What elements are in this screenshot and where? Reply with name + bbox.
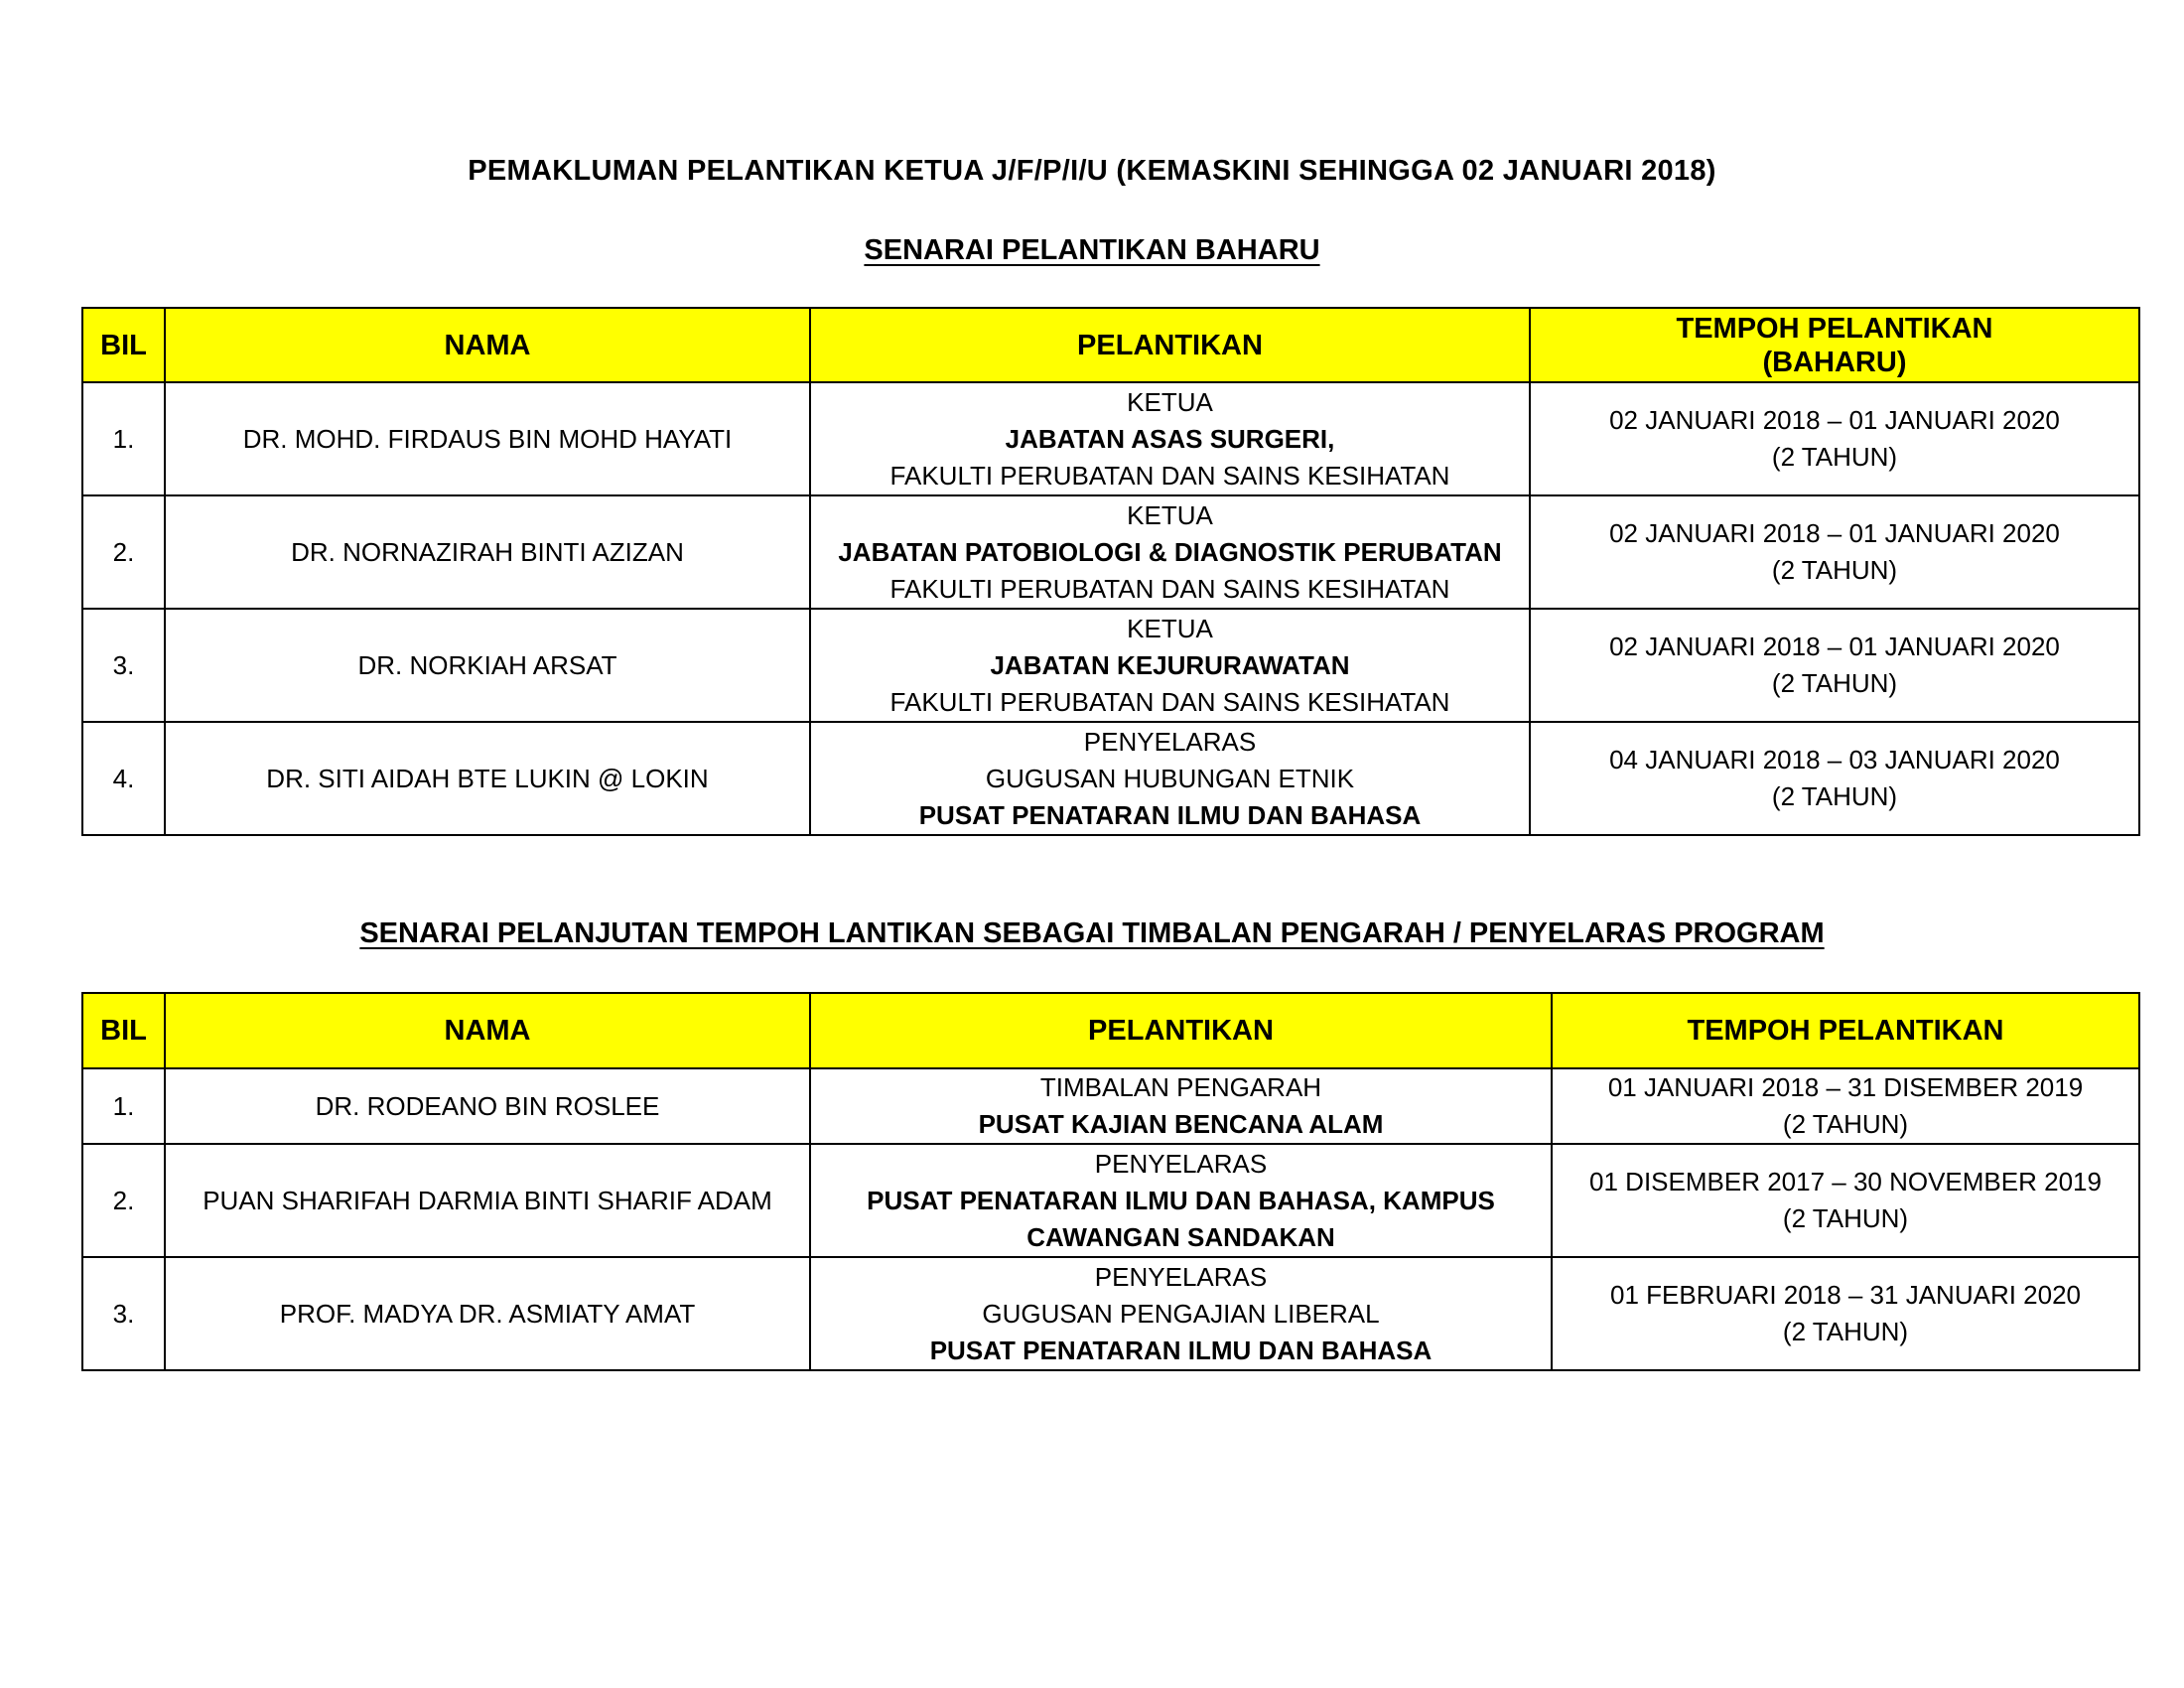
header-tempoh: TEMPOH PELANTIKAN [1552,993,2139,1068]
pelantikan-pusat: PUSAT PENATARAN ILMU DAN BAHASA, KAMPUS [867,1185,1495,1215]
cell-tempoh [1530,722,2139,835]
table-header-row [82,308,2139,382]
header-tempoh-line1: TEMPOH PELANTIKAN [1676,312,1993,345]
tempoh-tarikh: 01 JANUARI 2018 – 31 DISEMBER 2019 [1607,1072,2084,1102]
header-tempoh-line2: (BAHARU) [1762,346,1907,378]
pelantikan-unit: JABATAN KEJURURAWATAN [990,649,1350,680]
cell-bil: 2. [82,1144,165,1257]
tempoh-durasi: (2 TAHUN) [1771,781,1898,811]
header-tempoh [1530,308,2139,382]
pelantikan-pusat: PUSAT PENATARAN ILMU DAN BAHASA [918,799,1422,830]
pelantikan-unit: JABATAN ASAS SURGERI, [1005,423,1335,454]
section1-heading: SENARAI PELANTIKAN BAHARU [864,234,1320,266]
table-row [82,382,2139,495]
section2-heading: SENARAI PELANJUTAN TEMPOH LANTIKAN SEBAGAI TIMBALAN PENGARAH / PENYELARAS PROGRAM [359,917,1825,949]
pelantikan-unit: GUGUSAN PENGAJIAN LIBERAL [982,1298,1380,1329]
cell-pelantikan [810,722,1530,835]
pelantikan-jawatan: KETUA [1127,386,1213,417]
cell-nama: DR. NORKIAH ARSAT [165,609,810,722]
cell-nama: DR. SITI AIDAH BTE LUKIN @ LOKIN [165,722,810,835]
cell-bil: 3. [82,1257,165,1370]
cell-tempoh [1530,495,2139,609]
header-bil: BIL [82,308,165,382]
pelantikan-jawatan: PENYELARAS [1094,1261,1268,1292]
pelantikan-jawatan: PENYELARAS [1094,1148,1268,1179]
pelantikan-unit: JABATAN PATOBIOLOGI & DIAGNOSTIK PERUBATAN [838,536,1502,567]
table-row [82,495,2139,609]
extension-table [81,992,2140,1371]
tempoh-durasi: (2 TAHUN) [1782,1203,1909,1233]
cell-nama: PROF. MADYA DR. ASMIATY AMAT [165,1257,810,1370]
cell-tempoh [1530,382,2139,495]
tempoh-durasi: (2 TAHUN) [1771,555,1898,585]
pelantikan-fakulti: FAKULTI PERUBATAN DAN SAINS KESIHATAN [889,573,1450,604]
header-nama: NAMA [165,308,810,382]
cell-tempoh [1552,1257,2139,1370]
header-nama: NAMA [165,993,810,1068]
cell-tempoh [1552,1144,2139,1257]
cell-nama: DR. NORNAZIRAH BINTI AZIZAN [165,495,810,609]
cell-pelantikan [810,382,1530,495]
cell-bil: 1. [82,1068,165,1144]
pelantikan-jawatan: KETUA [1127,499,1213,530]
tempoh-tarikh: 01 DISEMBER 2017 – 30 NOVEMBER 2019 [1589,1167,2102,1196]
cell-pelantikan [810,495,1530,609]
cell-pelantikan [810,1068,1552,1144]
pelantikan-kampus: CAWANGAN SANDAKAN [1026,1221,1335,1252]
tempoh-durasi: (2 TAHUN) [1782,1317,1909,1346]
pelantikan-unit: GUGUSAN HUBUNGAN ETNIK [985,763,1355,793]
cell-bil: 1. [82,382,165,495]
tempoh-tarikh: 02 JANUARI 2018 – 01 JANUARI 2020 [1609,518,2060,548]
tempoh-tarikh: 02 JANUARI 2018 – 01 JANUARI 2020 [1609,405,2060,435]
cell-tempoh [1530,609,2139,722]
cell-pelantikan [810,609,1530,722]
table-header-row [82,993,2139,1068]
cell-nama: DR. MOHD. FIRDAUS BIN MOHD HAYATI [165,382,810,495]
header-pelantikan: PELANTIKAN [810,993,1552,1068]
header-bil: BIL [82,993,165,1068]
cell-tempoh [1552,1068,2139,1144]
document-title: PEMAKLUMAN PELANTIKAN KETUA J/F/P/I/U (KEMASKINI SEHINGGA 02 JANUARI 2018) [468,155,1716,187]
tempoh-tarikh: 02 JANUARI 2018 – 01 JANUARI 2020 [1609,632,2060,661]
tempoh-tarikh: 04 JANUARI 2018 – 03 JANUARI 2020 [1609,745,2060,774]
table-row [82,1068,2139,1144]
table-row [82,1257,2139,1370]
new-appointments-table [81,307,2140,836]
cell-bil: 2. [82,495,165,609]
cell-pelantikan [810,1257,1552,1370]
pelantikan-pusat: PUSAT PENATARAN ILMU DAN BAHASA [929,1335,1433,1365]
table-row [82,722,2139,835]
tempoh-durasi: (2 TAHUN) [1771,668,1898,698]
tempoh-durasi: (2 TAHUN) [1771,442,1898,472]
pelantikan-pusat: PUSAT KAJIAN BENCANA ALAM [978,1109,1384,1139]
pelantikan-jawatan: PENYELARAS [1083,726,1257,757]
pelantikan-fakulti: FAKULTI PERUBATAN DAN SAINS KESIHATAN [889,460,1450,491]
tempoh-tarikh: 01 FEBRUARI 2018 – 31 JANUARI 2020 [1609,1280,2082,1310]
pelantikan-fakulti: FAKULTI PERUBATAN DAN SAINS KESIHATAN [889,686,1450,717]
tempoh-durasi: (2 TAHUN) [1782,1109,1909,1139]
pelantikan-jawatan: TIMBALAN PENGARAH [1039,1072,1322,1102]
cell-nama: DR. RODEANO BIN ROSLEE [165,1068,810,1144]
header-pelantikan: PELANTIKAN [810,308,1530,382]
cell-pelantikan [810,1144,1552,1257]
pelantikan-jawatan: KETUA [1127,613,1213,643]
cell-bil: 3. [82,609,165,722]
cell-nama: PUAN SHARIFAH DARMIA BINTI SHARIF ADAM [165,1144,810,1257]
table-row [82,609,2139,722]
table-row [82,1144,2139,1257]
cell-bil: 4. [82,722,165,835]
